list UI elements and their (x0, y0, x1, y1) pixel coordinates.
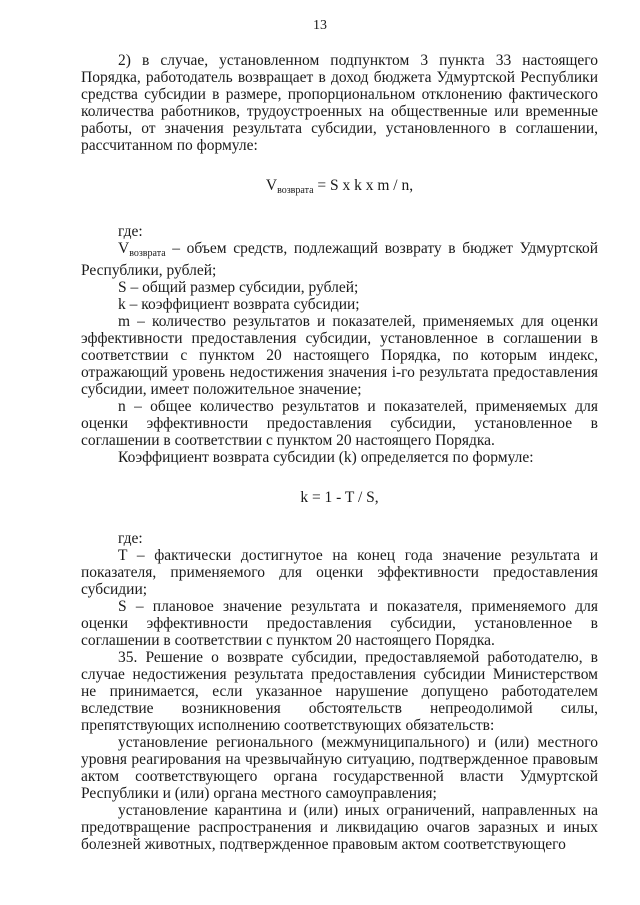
paragraph-regional-emergency: установление регионального (межмуниципального) и (или) местного уровня реагирования на чрезвычайную ситуацию, подтвержденное правовым актом соответствующего органа государственной власти Удмуртской Республики и (или) органа местного самоуправления; (81, 734, 598, 802)
where-label-2: где: (118, 530, 143, 547)
formula-return-volume (81, 177, 598, 200)
definition-v-subscript: возврата (129, 248, 166, 259)
coefficient-intro: Коэффициент возврата субсидии (k) определяется по формуле: (118, 449, 534, 466)
definition-n: n – общее количество результатов и показателей, применяемых для оценки эффективности предоставления субсидии, установленное в соглашении в соответствии с пунктом 20 настоящего Порядка. (81, 398, 598, 449)
definition-m: m – количество результатов и показателей, применяемых для оценки эффективности предоставления субсидии, установленное в соглашении в соответствии с пунктом 20 настоящего Порядка, по которым индекс, отражающий уровень недостижения значения i-го результата предоставления субсидии, имеет положительное значение; (81, 313, 598, 398)
definition-v-text: – объем средств, подлежащий возврату в бюджет Удмуртской Республики, рублей; (81, 240, 598, 279)
definition-s-planned: S – плановое значение результата и показателя, применяемого для оценки эффективности предоставления субсидии, установленное в соглашении в соответствии с пунктом 20 настоящего Порядка. (81, 598, 598, 649)
page-number: 13 (313, 18, 327, 33)
definition-v-symbol: V (118, 240, 130, 257)
definition-v (81, 240, 598, 279)
document-body (81, 52, 598, 853)
definition-s: S – общий размер субсидии, рублей; (118, 279, 359, 296)
formula-coefficient: k = 1 - T / S, (300, 489, 379, 506)
formula-v-subscript: возврата (277, 185, 314, 196)
definition-t: T – фактически достигнутое на конец года значение результата и показателя, применяемого для оценки эффективности предоставления субсидии; (81, 547, 598, 598)
paragraph-35: 35. Решение о возврате субсидии, предоставляемой работодателю, в случае недостижения результата предоставления субсидии Министерством не принимается, если указанное нарушение допущено работодателем вследствие возникновения обстоятельств непреодолимой силы, препятствующих исполнению соответствующих обязательств: (81, 649, 598, 734)
where-label-1: где: (118, 223, 143, 240)
definition-k: k – коэффициент возврата субсидии; (118, 296, 360, 313)
paragraph-quarantine: установление карантина и (или) иных ограничений, направленных на предотвращение распространения и ликвидацию очагов заразных и иных болезней животных, подтвержденное правовым актом соответствующего (81, 802, 598, 853)
formula-v-expression: = S x k x m / n, (313, 177, 414, 194)
formula-v-symbol: V (265, 177, 278, 194)
paragraph-return-case-2: 2) в случае, установленном подпунктом 3 пункта 33 настоящего Порядка, работодатель возвращает в доход бюджета Удмуртской Республики средства субсидии в размере, пропорциональном отклонению фактического количества работников, трудоустроенных на общественные или временные работы, от значения результата субсидии, установленного в соглашении, рассчитанном по формуле: (81, 52, 598, 154)
